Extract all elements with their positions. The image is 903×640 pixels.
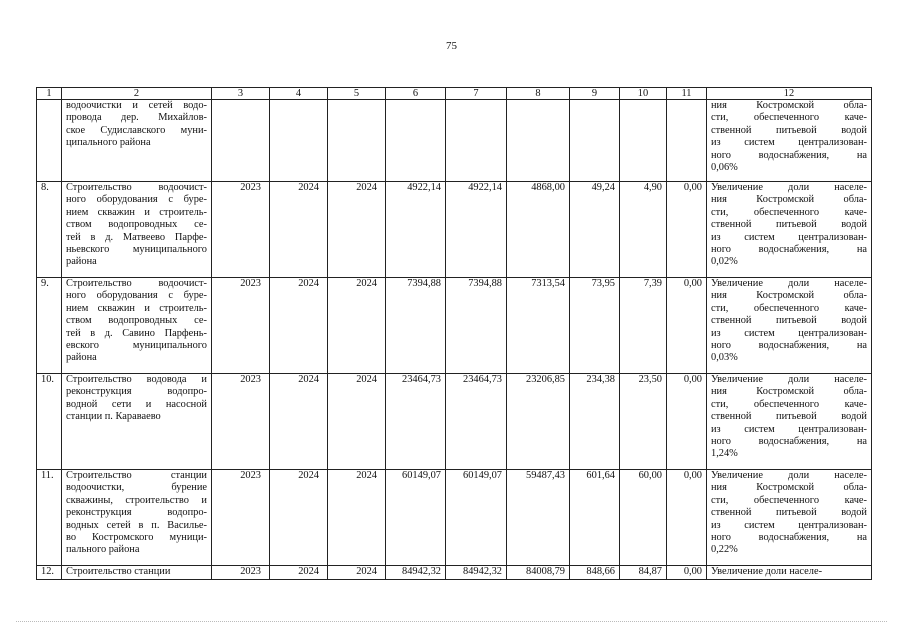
column-header: 12	[707, 88, 872, 100]
project-name-cell	[62, 182, 212, 278]
value-cell-c8: 7313,54	[507, 278, 570, 374]
value-cell-c6: 7394,88	[386, 278, 446, 374]
expected-result-cell	[707, 374, 872, 470]
column-header: 2	[62, 88, 212, 100]
value-cell-c7: 7394,88	[446, 278, 507, 374]
value-cell-c3: 2023	[212, 470, 270, 566]
page-number: 75	[446, 40, 457, 52]
cell-line: 1,24%	[711, 448, 738, 460]
cell-line: евского муниципального	[66, 340, 207, 352]
cell-line: сти, обеспеченного каче-	[711, 398, 867, 410]
cell-line: 0,22%	[711, 544, 738, 556]
cell-line: ственной питьевой водой	[711, 124, 867, 136]
cell-line: водных сетей в п. Василье-	[66, 519, 207, 531]
cell-line: Строительство водоочист-	[66, 182, 207, 193]
investment-table	[36, 87, 872, 580]
value-cell-c7: 4922,14	[446, 182, 507, 278]
expected-result-cell	[707, 470, 872, 566]
value-cell-c11: 0,00	[667, 566, 707, 580]
value-cell-c11: 0,00	[667, 470, 707, 566]
value-cell-c4: 2024	[270, 182, 328, 278]
value-cell-c10: 84,87	[620, 566, 667, 580]
value-cell-c6: 23464,73	[386, 374, 446, 470]
cell-line: нием скважин и строитель-	[66, 302, 207, 314]
cell-line: района	[66, 256, 97, 268]
cell-line: ское Судиславского муни-	[66, 124, 207, 136]
cell-line: из систем централизован-	[711, 137, 867, 149]
value-cell-c6: 4922,14	[386, 182, 446, 278]
cell-line: ного водоснабжения, на	[711, 340, 867, 352]
value-cell-c10: 7,39	[620, 278, 667, 374]
cell-line: 0,03%	[711, 352, 738, 364]
cell-line: Увеличение доли населе-	[711, 182, 867, 193]
value-cell-c4	[270, 100, 328, 182]
row-number: 8.	[37, 182, 62, 278]
table-row	[37, 182, 872, 278]
value-cell-c7: 84942,32	[446, 566, 507, 580]
value-cell-c4: 2024	[270, 566, 328, 580]
cell-line: станции п. Караваево	[66, 411, 161, 423]
row-number: 10.	[37, 374, 62, 470]
cell-line: Увеличение доли населе-	[711, 278, 867, 289]
cell-line: ного водоснабжения, на	[711, 532, 867, 544]
value-cell-c10: 60,00	[620, 470, 667, 566]
value-cell-c8: 23206,85	[507, 374, 570, 470]
value-cell-c4: 2024	[270, 374, 328, 470]
cell-line: водоочистки и сетей водо-	[66, 100, 207, 111]
value-cell-c11: 0,00	[667, 278, 707, 374]
row-number	[37, 100, 62, 182]
value-cell-c6	[386, 100, 446, 182]
project-name-cell	[62, 470, 212, 566]
cell-line: ного водоснабжения, на	[711, 149, 867, 161]
value-cell-c4: 2024	[270, 278, 328, 374]
cell-line: ственной питьевой водой	[711, 219, 867, 231]
value-cell-c9: 234,38	[570, 374, 620, 470]
expected-result-cell	[707, 278, 872, 374]
cell-line: ственной питьевой водой	[711, 315, 867, 327]
cell-line: ния Костромской обла-	[711, 194, 867, 206]
value-cell-c4: 2024	[270, 470, 328, 566]
row-number: 9.	[37, 278, 62, 374]
header-row	[37, 88, 872, 100]
value-cell-c3: 2023	[212, 182, 270, 278]
cell-line: ного водоснабжения, на	[711, 244, 867, 256]
project-name-cell	[62, 278, 212, 374]
cell-line: из систем централизован-	[711, 519, 867, 531]
expected-result-cell	[707, 182, 872, 278]
cell-line: водной сети и насосной	[66, 398, 207, 410]
cell-line: из систем централизован-	[711, 231, 867, 243]
cell-line: ством водопроводных се-	[66, 315, 207, 327]
column-header: 11	[667, 88, 707, 100]
value-cell-c5: 2024	[328, 278, 386, 374]
value-cell-c5: 2024	[328, 470, 386, 566]
cell-line: ния Костромской обла-	[711, 100, 867, 111]
value-cell-c9: 601,64	[570, 470, 620, 566]
column-header: 7	[446, 88, 507, 100]
project-name-cell	[62, 566, 212, 580]
column-header: 5	[328, 88, 386, 100]
column-header: 3	[212, 88, 270, 100]
table-row	[37, 566, 872, 580]
table-row	[37, 374, 872, 470]
value-cell-c10	[620, 100, 667, 182]
value-cell-c7: 60149,07	[446, 470, 507, 566]
cell-line: провода дер. Михайлов-	[66, 112, 207, 124]
cell-line: ньевского муниципального	[66, 244, 207, 256]
value-cell-c3: 2023	[212, 374, 270, 470]
table-row	[37, 100, 872, 182]
value-cell-c10: 23,50	[620, 374, 667, 470]
cell-line: района	[66, 352, 97, 364]
value-cell-c11	[667, 100, 707, 182]
column-header: 4	[270, 88, 328, 100]
value-cell-c8: 59487,43	[507, 470, 570, 566]
value-cell-c3: 2023	[212, 566, 270, 580]
table-row	[37, 470, 872, 566]
cell-line: Строительство станции	[66, 470, 207, 481]
project-name-cell	[62, 100, 212, 182]
column-header: 9	[570, 88, 620, 100]
cell-line: Увеличение доли населе-	[711, 566, 823, 577]
cell-line: ственной питьевой водой	[711, 507, 867, 519]
value-cell-c9: 848,66	[570, 566, 620, 580]
value-cell-c11: 0,00	[667, 182, 707, 278]
cell-line: из систем централизован-	[711, 423, 867, 435]
cell-line: сти, обеспеченного каче-	[711, 494, 867, 506]
value-cell-c3: 2023	[212, 278, 270, 374]
row-number: 11.	[37, 470, 62, 566]
cell-line: ного водоснабжения, на	[711, 436, 867, 448]
value-cell-c6: 60149,07	[386, 470, 446, 566]
cell-line: сти, обеспеченного каче-	[711, 112, 867, 124]
value-cell-c7	[446, 100, 507, 182]
value-cell-c9: 49,24	[570, 182, 620, 278]
project-name-cell	[62, 374, 212, 470]
cell-line: ного оборудования с буре-	[66, 290, 207, 302]
cell-line: из систем централизован-	[711, 327, 867, 339]
table-row	[37, 278, 872, 374]
column-header: 6	[386, 88, 446, 100]
scan-edge-line	[16, 621, 887, 622]
value-cell-c5: 2024	[328, 566, 386, 580]
value-cell-c8: 84008,79	[507, 566, 570, 580]
value-cell-c9	[570, 100, 620, 182]
column-header: 10	[620, 88, 667, 100]
cell-line: 0,02%	[711, 256, 738, 268]
value-cell-c5	[328, 100, 386, 182]
cell-line: ния Костромской обла-	[711, 482, 867, 494]
cell-line: Строительство станции	[66, 566, 171, 577]
cell-line: Увеличение доли населе-	[711, 374, 867, 385]
value-cell-c5: 2024	[328, 374, 386, 470]
cell-line: реконструкция водопро-	[66, 507, 207, 519]
cell-line: ния Костромской обла-	[711, 386, 867, 398]
value-cell-c5: 2024	[328, 182, 386, 278]
cell-line: тей в д. Матвеево Парфе-	[66, 231, 207, 243]
column-header: 1	[37, 88, 62, 100]
cell-line: во Костромского муници-	[66, 532, 207, 544]
cell-line: ственной питьевой водой	[711, 411, 867, 423]
value-cell-c6: 84942,32	[386, 566, 446, 580]
cell-line: тей в д. Савино Парфень-	[66, 327, 207, 339]
value-cell-c11: 0,00	[667, 374, 707, 470]
value-cell-c8	[507, 100, 570, 182]
cell-line: 0,06%	[711, 162, 738, 174]
expected-result-cell	[707, 100, 872, 182]
cell-line: Строительство водовода и	[66, 374, 207, 385]
cell-line: пального района	[66, 544, 140, 556]
value-cell-c9: 73,95	[570, 278, 620, 374]
cell-line: нием скважин и строитель-	[66, 206, 207, 218]
value-cell-c7: 23464,73	[446, 374, 507, 470]
value-cell-c8: 4868,00	[507, 182, 570, 278]
column-header: 8	[507, 88, 570, 100]
cell-line: Строительство водоочист-	[66, 278, 207, 289]
cell-line: сти, обеспеченного каче-	[711, 206, 867, 218]
cell-line: Увеличение доли населе-	[711, 470, 867, 481]
cell-line: ния Костромской обла-	[711, 290, 867, 302]
value-cell-c3	[212, 100, 270, 182]
cell-line: ципального района	[66, 137, 151, 149]
row-number: 12.	[37, 566, 62, 580]
cell-line: ного оборудования с буре-	[66, 194, 207, 206]
cell-line: скважины, строительство и	[66, 494, 207, 506]
cell-line: ством водопроводных се-	[66, 219, 207, 231]
cell-line: сти, обеспеченного каче-	[711, 302, 867, 314]
value-cell-c10: 4,90	[620, 182, 667, 278]
expected-result-cell	[707, 566, 872, 580]
cell-line: водоочистки, бурение	[66, 482, 207, 494]
cell-line: реконструкция водопро-	[66, 386, 207, 398]
